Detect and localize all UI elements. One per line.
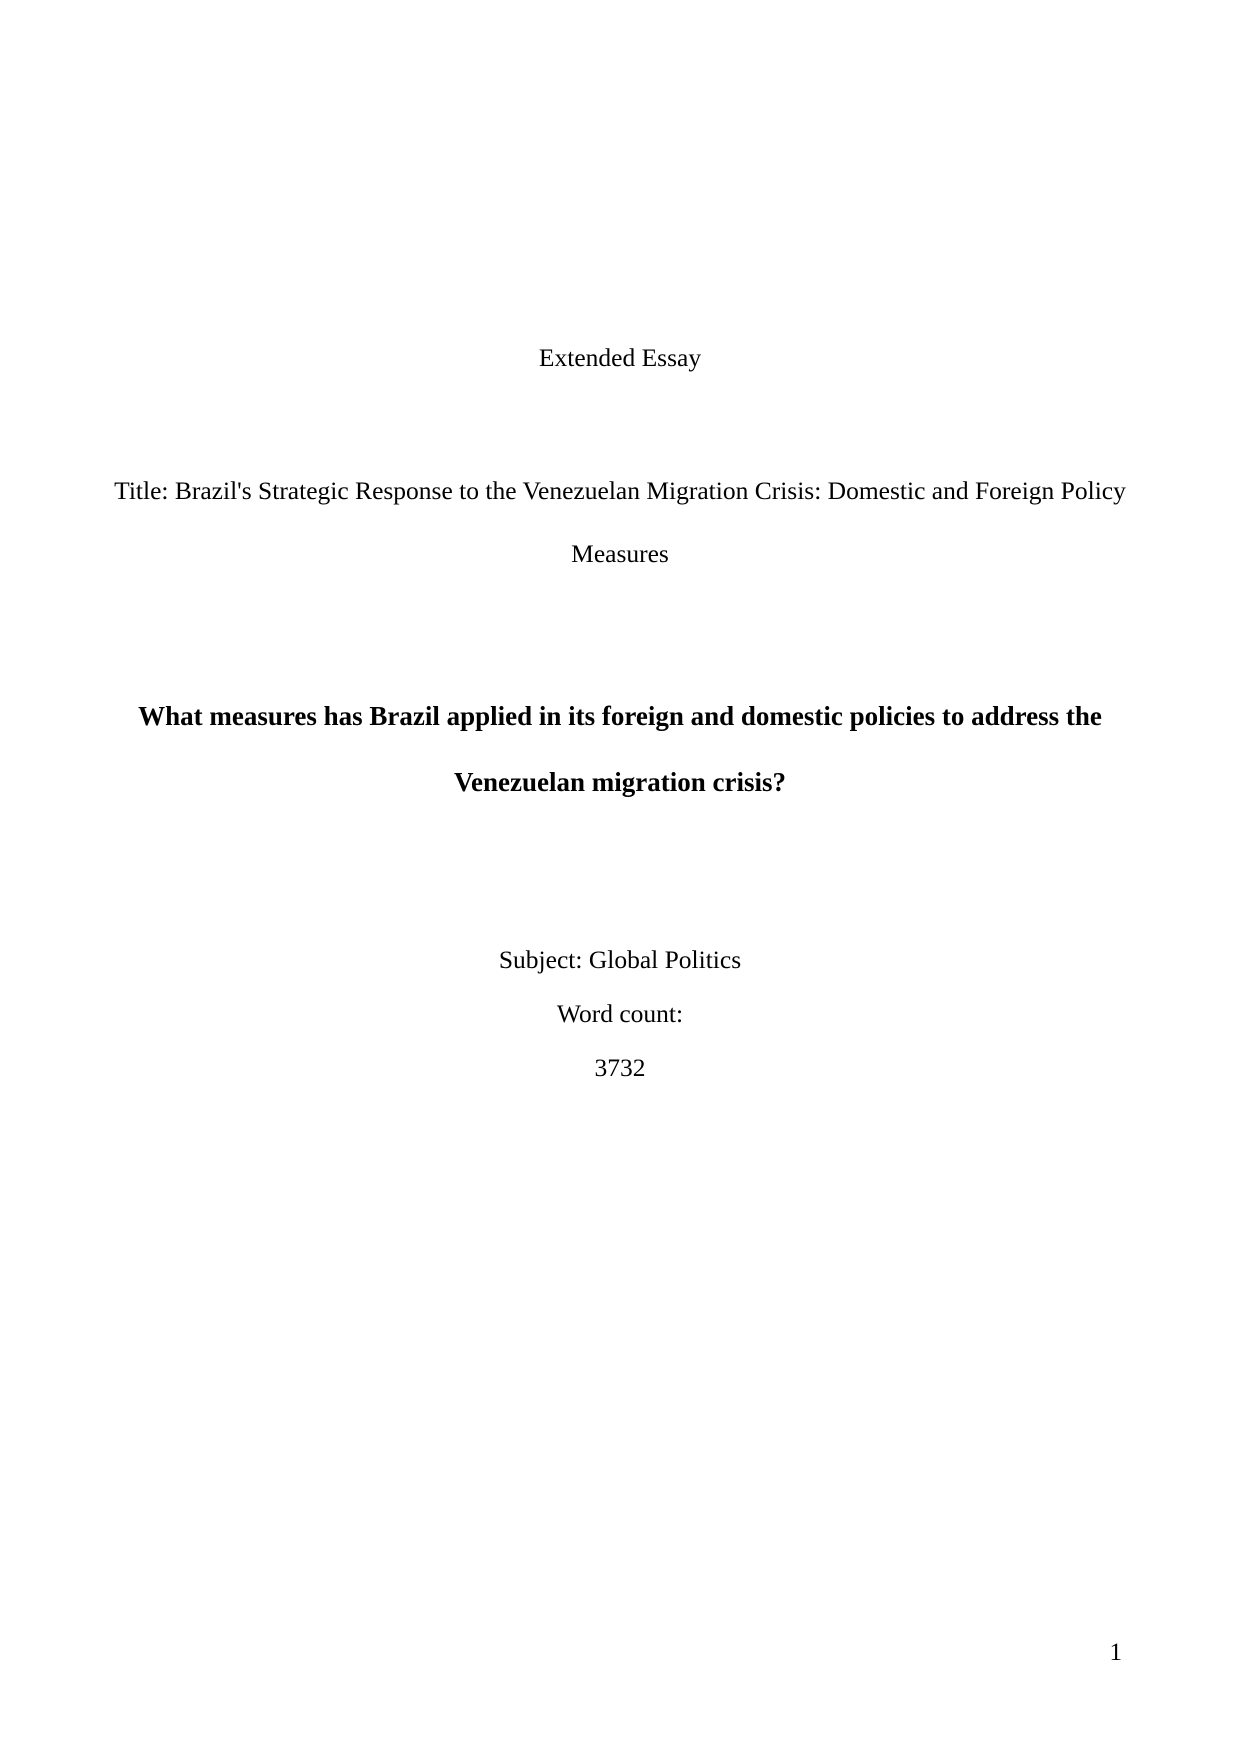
word-count-value: 3732 xyxy=(594,1052,646,1082)
word-count-label: Word count: xyxy=(556,998,684,1028)
research-question-heading: What measures has Brazil applied in its foreign and domestic policies to address the Venezuelan migration crisis? xyxy=(138,700,1102,797)
essay-type-heading: Extended Essay xyxy=(538,343,702,372)
document-metadata xyxy=(112,933,1128,1095)
subject-line: Subject: Global Politics xyxy=(498,944,742,974)
page-number: 1 xyxy=(1109,1639,1122,1666)
title-page-content xyxy=(112,0,1128,1095)
document-title: Title: Brazil's Strategic Response to the Venezuelan Migration Crisis: Domestic and Foreign Policy Measures xyxy=(114,475,1126,568)
